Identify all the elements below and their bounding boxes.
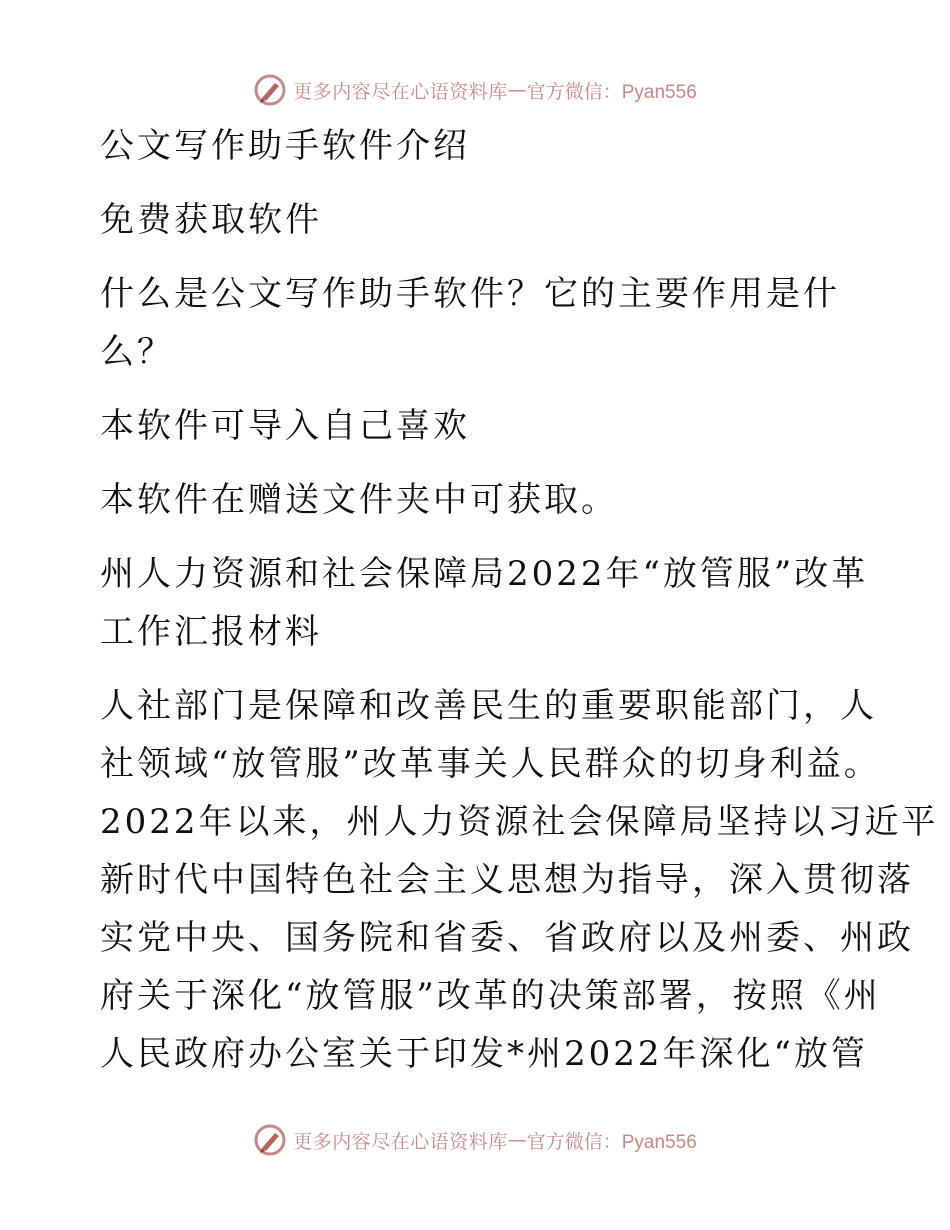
header-watermark [0,70,950,110]
watermark-handle: 官方微信：Pyan556 [526,81,697,103]
document-line: 新时代中国特色社会主义思想为指导，深入贯彻落 [100,860,914,900]
pen-logo-icon [253,73,287,107]
document-line: 社领域“放管服”改革事关人民群众的切身利益。 [100,744,881,784]
document-line: 免费获取软件 [100,200,322,240]
document-line: 什么是公文写作助手软件？它的主要作用是什 [100,274,840,314]
document-line: 州人力资源和社会保障局2022年“放管服”改革 [100,554,869,594]
document-line: 实党中央、国务院和省委、省政府以及州委、州政 [100,918,914,958]
document-line: 么？ [100,332,174,372]
pen-logo-icon [253,1123,287,1157]
watermark-separator: — [507,79,527,101]
document-line: 本软件在赠送文件夹中可获取。 [100,480,618,520]
watermark-text: 更多内容尽在心语资料库 [293,1130,508,1153]
document-line: 人社部门是保障和改善民生的重要职能部门，人 [100,686,877,726]
document-line: 工作汇报材料 [100,612,322,652]
watermark-handle: 官方微信：Pyan556 [526,1131,697,1153]
watermark-text: 更多内容尽在心语资料库 [293,80,508,103]
document-line: 人民政府办公室关于印发*州2022年深化“放管 [100,1034,868,1074]
document-line: 公文写作助手软件介绍 [100,126,470,166]
watermark-separator: — [507,1129,527,1151]
document-line: 府关于深化“放管服”改革的决策部署，按照《州 [100,976,881,1016]
document-line: 本软件可导入自己喜欢 [100,406,470,446]
footer-watermark [0,1120,950,1160]
document-line: 2022年以来，州人力资源社会保障局坚持以习近平 [100,802,939,842]
